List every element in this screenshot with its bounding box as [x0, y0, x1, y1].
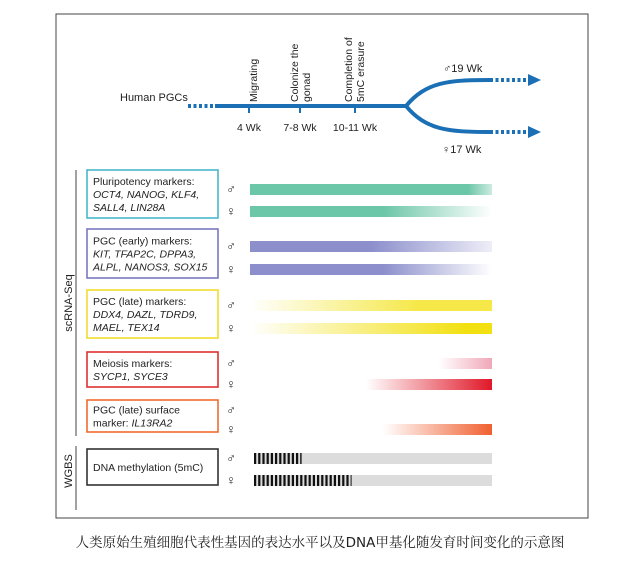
- marker-pgc-late-surface-text: IL13RA2: [131, 417, 173, 430]
- marker-pgc-late-text: DDX4, DAZL, TDRD9,: [93, 309, 198, 321]
- marker-meiosis-line-2: [93, 371, 168, 383]
- pluripotency-female-expression-bar: [250, 206, 492, 217]
- marker-pgc-late-surface-text: PGC (late) surface: [93, 404, 180, 417]
- marker-pluripotency-text: OCT4, NANOG, KLF4,: [93, 189, 200, 201]
- pluripotency-male-symbol: ♂: [226, 181, 236, 197]
- stage-label-colonize: [289, 41, 313, 102]
- timeline: [120, 34, 541, 156]
- marker-pluripotency-text: SALL4, LIN28A: [93, 202, 166, 215]
- male-arrowhead: [528, 74, 541, 86]
- marker-pgc-late-line-1: [93, 296, 186, 308]
- pgc-late-surface-male-symbol: ♂: [226, 402, 236, 418]
- marker-layer: [87, 170, 492, 488]
- marker-pgc-late-line-3: [93, 322, 160, 334]
- marker-meiosis-text: Meiosis markers:: [93, 357, 173, 370]
- marker-pluripotency-line-2: [93, 189, 199, 201]
- marker-pgc-late-surface-text: marker:: [93, 417, 132, 430]
- pgc-early-male-symbol: ♂: [226, 238, 236, 254]
- pgc-late-male-expression-bar: [250, 300, 492, 311]
- pgc-early-female-symbol: ♀: [226, 261, 236, 277]
- timeline-female-branch: [406, 106, 490, 132]
- female-arrowhead: [528, 126, 541, 138]
- pgc-late-female-expression-bar: [250, 323, 492, 334]
- marker-dna-methylation-text: DNA methylation (5mC): [93, 462, 204, 474]
- meiosis-male-symbol: ♂: [226, 355, 236, 371]
- week-label-10-11wk: 10-11 Wk: [332, 122, 378, 134]
- stage-label-5mc-line2: 5mC erasure: [355, 41, 367, 102]
- marker-pgc-late-text: PGC (late) markers:: [93, 295, 187, 308]
- timeline-start-label: Human PGCs: [120, 92, 188, 104]
- stage-label-colonize-line1: Colonize the: [289, 43, 301, 102]
- female-endpoint-label: ♀17 Wk: [442, 144, 482, 156]
- pgc-early-male-expression-bar: [250, 241, 492, 252]
- stage-label-colonize-line2: gonad: [301, 72, 313, 102]
- meiosis-male-expression-bar: [439, 358, 492, 369]
- pgc-late-male-symbol: ♂: [226, 297, 236, 313]
- male-endpoint-label: ♂19 Wk: [443, 63, 483, 75]
- week-label-4wk: 4 Wk: [237, 122, 261, 134]
- marker-pluripotency-line-1: [93, 176, 195, 188]
- marker-pluripotency-line-3: [93, 202, 165, 214]
- stage-label-migrating: [248, 59, 260, 102]
- marker-meiosis-line-1: [93, 358, 172, 370]
- pgc-late-surface-female-expression-bar: [383, 424, 492, 435]
- marker-pgc-early-line-2: [93, 249, 196, 261]
- stage-label-5mc-erasure: [343, 34, 367, 102]
- marker-pgc-early-text: KIT, TFAP2C, DPPA3,: [93, 248, 197, 261]
- marker-pgc-early-text: PGC (early) markers:: [93, 235, 193, 248]
- marker-pgc-late-surface-line-2: [93, 418, 173, 430]
- figure-caption: 人类原始生殖细胞代表性基因的表达水平以及DNA甲基化随发育时间变化的示意图: [75, 535, 565, 551]
- pgc-late-female-symbol: ♀: [226, 320, 236, 336]
- pgc-late-surface-female-symbol: ♀: [226, 421, 236, 437]
- pluripotency-female-symbol: ♀: [226, 203, 236, 219]
- marker-pgc-late-surface-line-1: [93, 404, 180, 416]
- pluripotency-male-expression-bar: [250, 184, 492, 195]
- wgbs-section-label: WGBS: [63, 454, 75, 488]
- methylation-male-symbol: ♂: [226, 450, 236, 466]
- marker-pgc-early-line-3: [92, 262, 208, 274]
- marker-pgc-early-line-1: [93, 235, 192, 247]
- meiosis-female-expression-bar: [366, 379, 492, 390]
- scrna-section-label: scRNA-Seq: [63, 274, 75, 332]
- marker-pgc-late-line-2: [93, 309, 197, 321]
- marker-pgc-late-text: MAEL, TEX14: [93, 322, 160, 335]
- timeline-male-branch: [406, 80, 490, 106]
- meiosis-female-symbol: ♀: [226, 376, 236, 392]
- pgc-early-female-expression-bar: [250, 264, 492, 275]
- marker-pgc-early-text: ALPL, NANOS3, SOX15: [93, 261, 208, 274]
- stage-label-5mc-line1: Completion of: [343, 37, 355, 102]
- marker-pluripotency-text: Pluripotency markers:: [93, 175, 195, 188]
- methylation-female-symbol: ♀: [226, 472, 236, 488]
- marker-dna-methylation-line-1: [93, 462, 203, 474]
- week-label-7-8wk: 7-8 Wk: [283, 122, 317, 134]
- stage-label-migrating-line1: Migrating: [248, 58, 260, 102]
- marker-meiosis-text: SYCP1, SYCE3: [93, 371, 168, 384]
